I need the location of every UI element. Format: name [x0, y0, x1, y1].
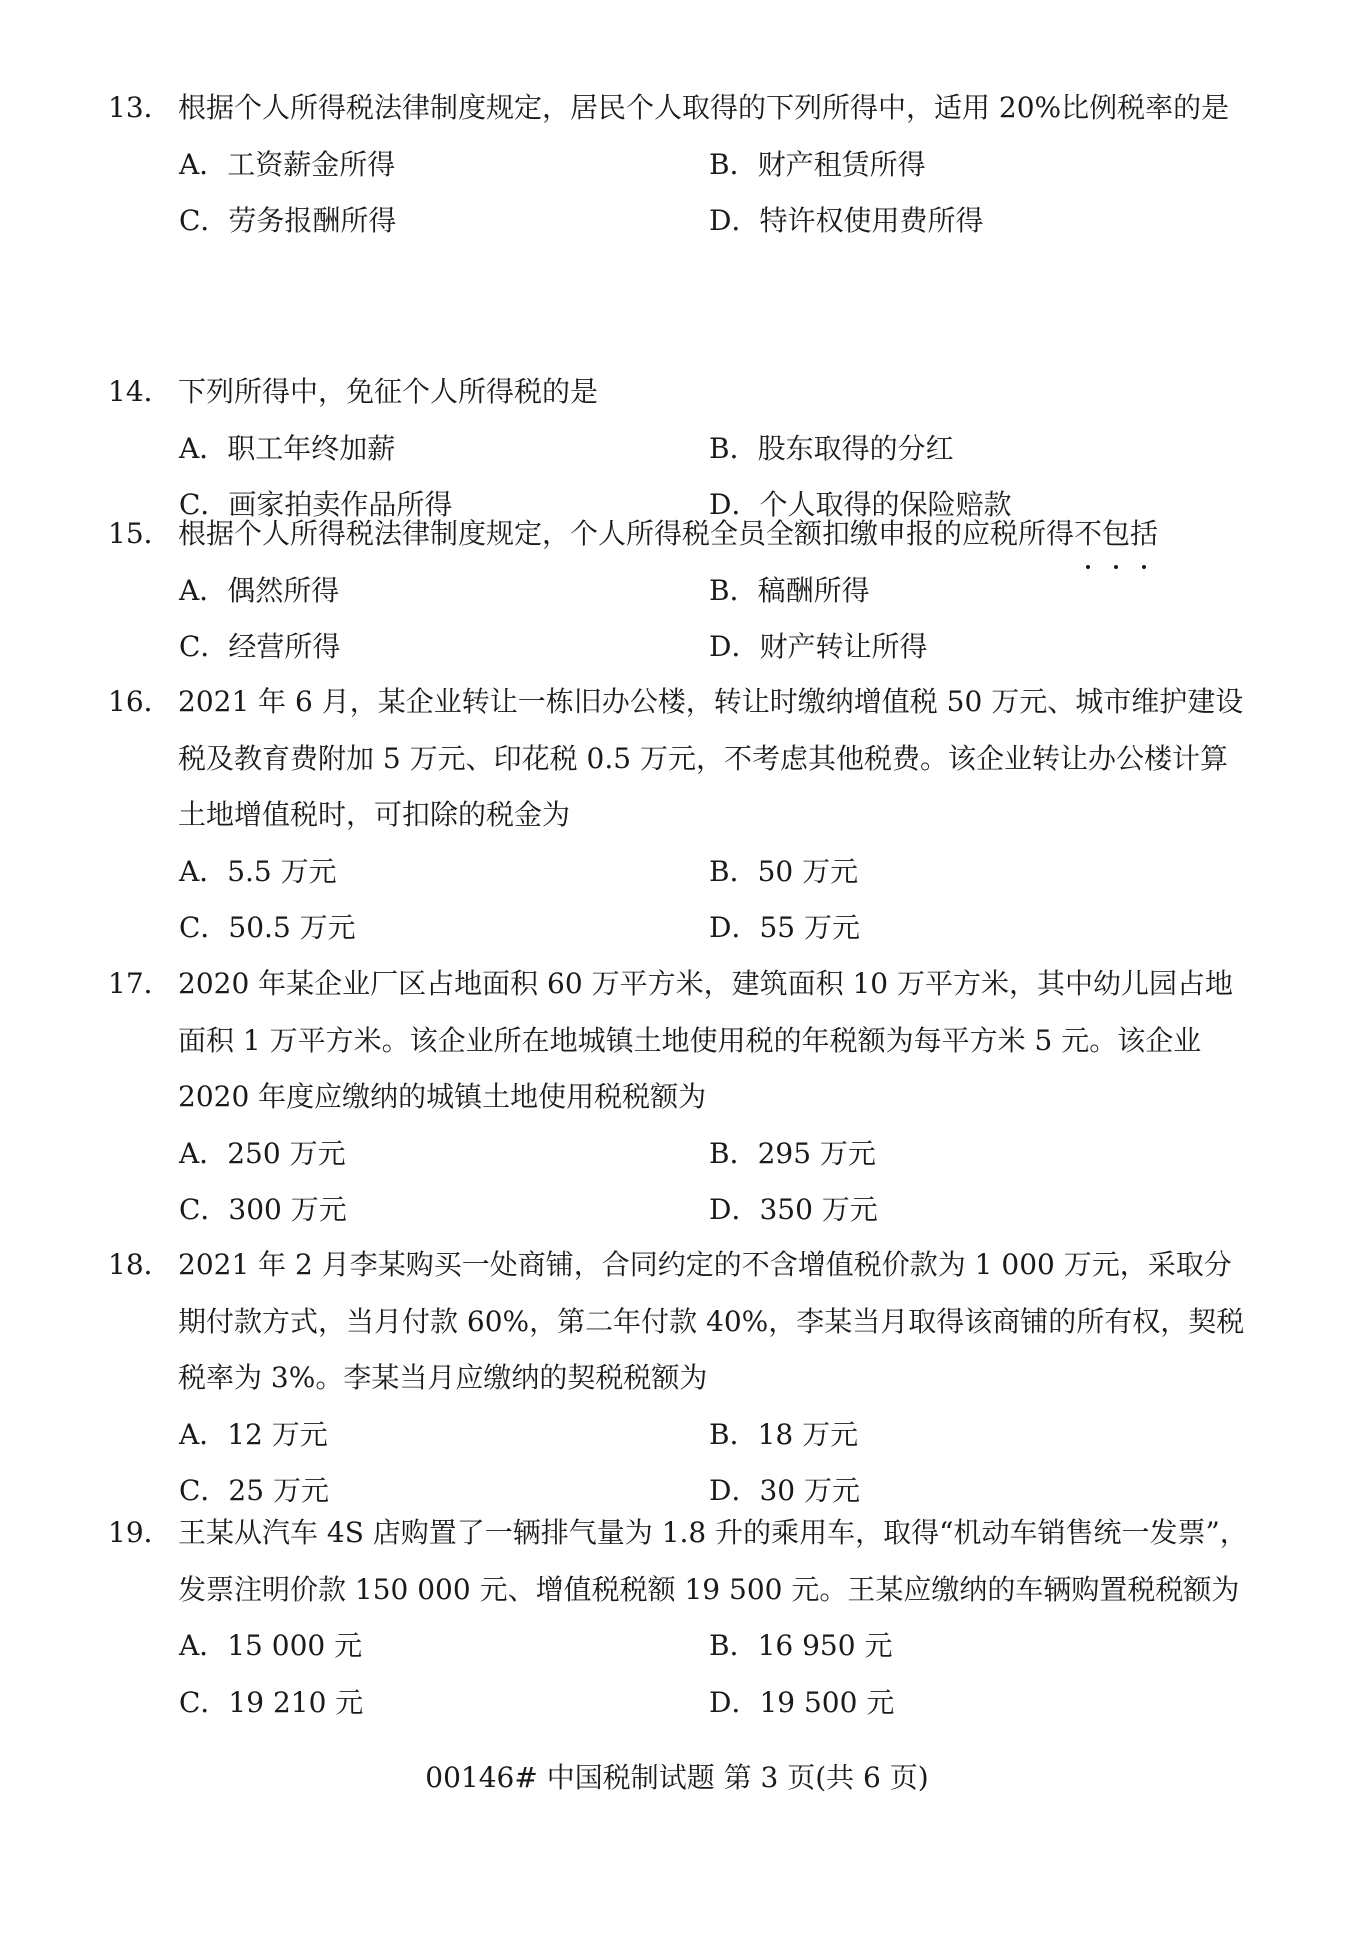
question-stem [108, 1237, 1248, 1407]
question-stem [108, 674, 1248, 844]
question-text: 2021 年 2 月李某购买一处商铺，合同约定的不含增值税价款为 1 000 万元，采取分期付款方式，当月付款 60%，第二年付款 40%，李某当月取得该商铺的所有权，契税税率为 3%。李某当月应缴纳的契税税额为 [178, 1248, 1245, 1394]
options [108, 1407, 1248, 1520]
option-c: C．劳务报酬所得 [179, 204, 397, 237]
question-16 [108, 674, 1248, 957]
question-number: 17． [108, 967, 172, 1000]
option-a: A．15 000 元 [179, 1629, 363, 1662]
question-text: 2020 年某企业厂区占地面积 60 万平方米，建筑面积 10 万平方米，其中幼儿园占地面积 1 万平方米。该企业所在地城镇土地使用税的年税额为每平方米 5 元。该企业 2020 年度应缴纳的城镇土地使用税税额为 [178, 967, 1234, 1113]
question-text: 2021 年 6 月，某企业转让一栋旧办公楼，转让时缴纳增值税 50 万元、城市维护建设税及教育费附加 5 万元、印花税 0.5 万元，不考虑其他税费。该企业转让办公楼计算土地增值税时，可扣除的税金为 [178, 685, 1244, 831]
question-stem [108, 506, 1248, 563]
option-d: D．个人取得的保险赔款 [709, 488, 1012, 521]
option-b: B．295 万元 [709, 1136, 876, 1170]
emphasis-char: 不 [1074, 506, 1102, 563]
option-c: C．300 万元 [179, 1193, 347, 1226]
option-b: B．18 万元 [709, 1417, 859, 1451]
question-number: 18． [108, 1248, 172, 1281]
question-17 [108, 956, 1248, 1239]
question-text: 王某从汽车 4S 店购置了一辆排气量为 1.8 升的乘用车，取得“机动车销售统一发票”，发票注明价款 150 000 元、增值税税额 19 500 元。王某应缴纳的车辆购置税税额为 [178, 1516, 1248, 1606]
option-d: D．30 万元 [709, 1474, 860, 1507]
option-c: C．25 万元 [179, 1474, 329, 1507]
question-stem [108, 80, 1248, 137]
option-d: D．特许权使用费所得 [709, 204, 984, 237]
option-b: B．财产租赁所得 [709, 147, 926, 181]
option-a: A．工资薪金所得 [179, 147, 396, 181]
options [108, 844, 1248, 957]
option-b: B．股东取得的分红 [709, 431, 954, 465]
option-b: B．50 万元 [709, 854, 859, 888]
option-a: A．250 万元 [179, 1136, 346, 1170]
question-number: 15． [108, 517, 172, 550]
options [108, 1618, 1248, 1731]
emphasis-char: 包 [1102, 506, 1130, 563]
question-text: 根据个人所得税法律制度规定，个人所得税全员全额扣缴申报的应税所得 [178, 517, 1075, 550]
question-number: 19． [108, 1516, 172, 1549]
option-d: D．19 500 元 [709, 1685, 895, 1719]
question-text: 根据个人所得税法律制度规定，居民个人取得的下列所得中，适用 20%比例税率的是 [178, 91, 1230, 124]
option-d: D．350 万元 [709, 1193, 878, 1226]
question-stem [108, 364, 1248, 421]
option-c: C．画家拍卖作品所得 [179, 488, 453, 521]
emphasis-char: 括 [1130, 506, 1158, 563]
option-c: C．19 210 元 [179, 1685, 364, 1719]
question-15 [108, 506, 1248, 676]
option-d: D．财产转让所得 [709, 630, 928, 663]
option-a: A．偶然所得 [179, 573, 340, 607]
option-b: B．稿酬所得 [709, 573, 870, 607]
options [108, 137, 1248, 250]
question-19 [108, 1505, 1248, 1731]
option-a: A．职工年终加薪 [179, 431, 396, 465]
option-a: A．12 万元 [179, 1417, 328, 1451]
question-stem [108, 956, 1248, 1126]
option-c: C．经营所得 [179, 630, 341, 663]
question-number: 13． [108, 91, 172, 124]
question-number: 16． [108, 685, 172, 718]
option-d: D．55 万元 [709, 911, 860, 944]
question-text: 下列所得中，免征个人所得税的是 [178, 375, 599, 408]
question-stem [108, 1505, 1248, 1618]
question-number: 14． [108, 375, 172, 408]
option-a: A．5.5 万元 [179, 854, 337, 888]
option-b: B．16 950 元 [709, 1629, 893, 1662]
option-c: C．50.5 万元 [179, 911, 356, 944]
options [108, 563, 1248, 676]
question-18 [108, 1237, 1248, 1520]
options [108, 1126, 1248, 1239]
page-footer: 00146# 中国税制试题 第 3 页(共 6 页) [425, 1761, 929, 1794]
question-13 [108, 80, 1248, 250]
